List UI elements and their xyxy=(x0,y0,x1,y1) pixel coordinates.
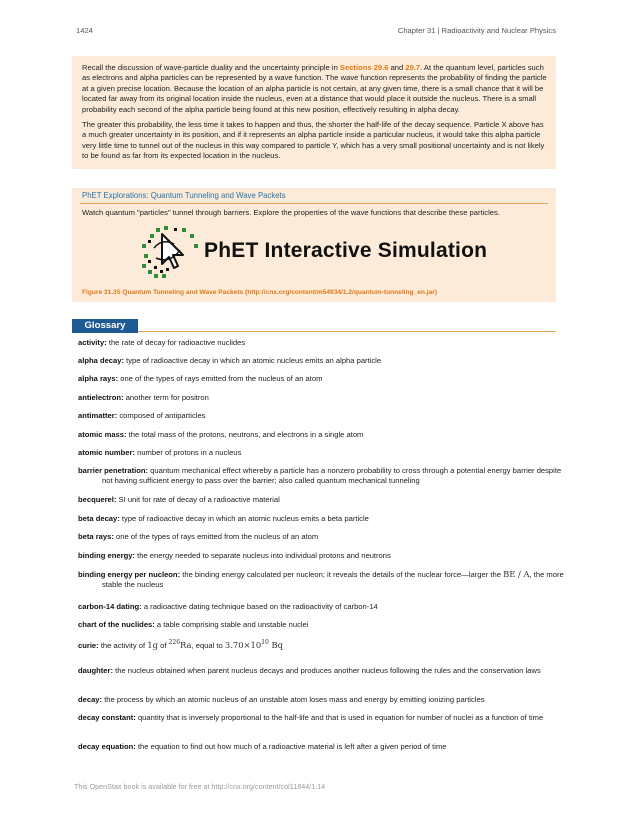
glossary-heading: Glossary xyxy=(72,319,138,333)
glossary-entry: decay: the process by which an atomic nucleus of an unstable atom loses mass and energy by emitting ionizing particles xyxy=(78,695,485,704)
phet-cursor-logo-icon xyxy=(140,224,200,280)
phet-title: PhET Explorations: Quantum Tunneling and Wave Packets xyxy=(82,191,286,200)
glossary-entry: beta decay: type of radioactive decay in which an atomic nucleus emits a beta particle xyxy=(78,514,369,523)
glossary-entry: daughter: the nucleus obtained when parent nucleus decays and produces another nucleus following the rules and the conservation laws xyxy=(78,666,541,675)
glossary-entry: barrier penetration: quantum mechanical effect whereby a particle has a nonzero probability to cross through a potential energy barrier despite not having sufficient energy to pass over the barrier; also called quantum mechanical tunneling xyxy=(78,466,562,486)
glossary-entry: becquerel: SI unit for rate of decay of a radioactive material xyxy=(78,495,280,504)
chapter-title: Chapter 31 | Radioactivity and Nuclear Physics xyxy=(397,26,556,35)
section-link-29-6[interactable]: Sections 29.6 xyxy=(339,63,389,72)
phet-divider xyxy=(80,203,548,204)
glossary-entry: atomic number: number of protons in a nucleus xyxy=(78,448,242,457)
figure-caption[interactable]: Figure 31.35 Quantum Tunneling and Wave Packets (http://cnx.org/content/m54934/1.2/quantum-tunneling_en.jar) xyxy=(82,289,438,296)
glossary-entry: decay equation: the equation to find out how much of a radioactive material is left after a given period of time xyxy=(78,742,447,751)
phet-exploration-box xyxy=(72,188,556,302)
page-number: 1424 xyxy=(76,26,93,35)
glossary-entry: alpha rays: one of the types of rays emitted from the nucleus of an atom xyxy=(78,374,323,383)
glossary-entry: chart of the nuclides: a table comprising stable and unstable nuclei xyxy=(78,620,309,629)
glossary-entry: alpha decay: type of radioactive decay in which an atomic nucleus emits an alpha particle xyxy=(78,356,382,365)
glossary-entry: binding energy per nucleon: the binding energy calculated per nucleon; it reveals the details of the nuclear force—larger the BE / A, the more stable the nucleus xyxy=(78,569,564,590)
phet-description: Watch quantum "particles" tunnel through barriers. Explore the properties of the wave functions that describe these particles. xyxy=(82,208,500,217)
glossary-entry: activity: the rate of decay for radioactive nuclides xyxy=(78,338,246,347)
glossary-entry: carbon-14 dating: a radioactive dating technique based on the radioactivity of carbon-14 xyxy=(78,602,378,611)
phet-simulation-banner[interactable] xyxy=(140,224,490,280)
glossary-entry: beta rays: one of the types of rays emitted from the nucleus of an atom xyxy=(78,532,319,541)
glossary-entry: atomic mass: the total mass of the protons, neutrons, and electrons in a single atom xyxy=(78,430,364,439)
footer-note[interactable]: This OpenStax book is available for free at http://cnx.org/content/col11844/1.14 xyxy=(74,782,326,791)
glossary-header xyxy=(72,319,556,333)
glossary-entry: antielectron: another term for positron xyxy=(78,393,209,402)
note-paragraph-1: Recall the discussion of wave-particle duality and the uncertainty principle in Sections 29.6 and 29.7. At the quantum level, particles such as electrons and alpha particles can be represented by a wave function. The wave function represents the probability of finding the particle at a given precise location. Because the location of an alpha particle is not certain, at any given time, there is a small chance that it will be located far away from its original location inside the nucleus, even at a distance that would place it outside the nucleus. There is a small probability each second of the alpha particle being found at this new position, effectively resulting in alpha decay. xyxy=(82,63,547,114)
math-be-over-a: BE / A xyxy=(503,569,530,579)
glossary-entry: decay constant: quantity that is inversely proportional to the half-life and that is used in equation for number of nuclei as a function of time xyxy=(78,713,544,722)
note-box xyxy=(72,56,556,169)
section-link-29-7[interactable]: 29.7 xyxy=(405,63,421,72)
glossary-rule xyxy=(138,331,556,332)
glossary-entry: binding energy: the energy needed to separate nucleus into individual protons and neutrons xyxy=(78,551,391,560)
note-paragraph-2: The greater this probability, the less time it takes to happen and thus, the shorter the half-life of the decay sequence. Particle X above has a much greater uncertainty in its position, and if it represents an alpha particle inside a particular nucleus, it would take this alpha particle very little time to tunnel out of the nucleus in this way compared to particle Y, which has a very small positional uncertainty and is not likely to be found as far from its expected location in the nucleus. xyxy=(82,120,545,161)
glossary-entry: antimatter: composed of antiparticles xyxy=(78,411,206,420)
phet-banner-text: PhET Interactive Simulation xyxy=(204,239,488,262)
glossary-entry: curie: the activity of 1g of $^{226}$Ra, equal to $3.70\times 10^{10}$ Bq xyxy=(78,639,284,650)
